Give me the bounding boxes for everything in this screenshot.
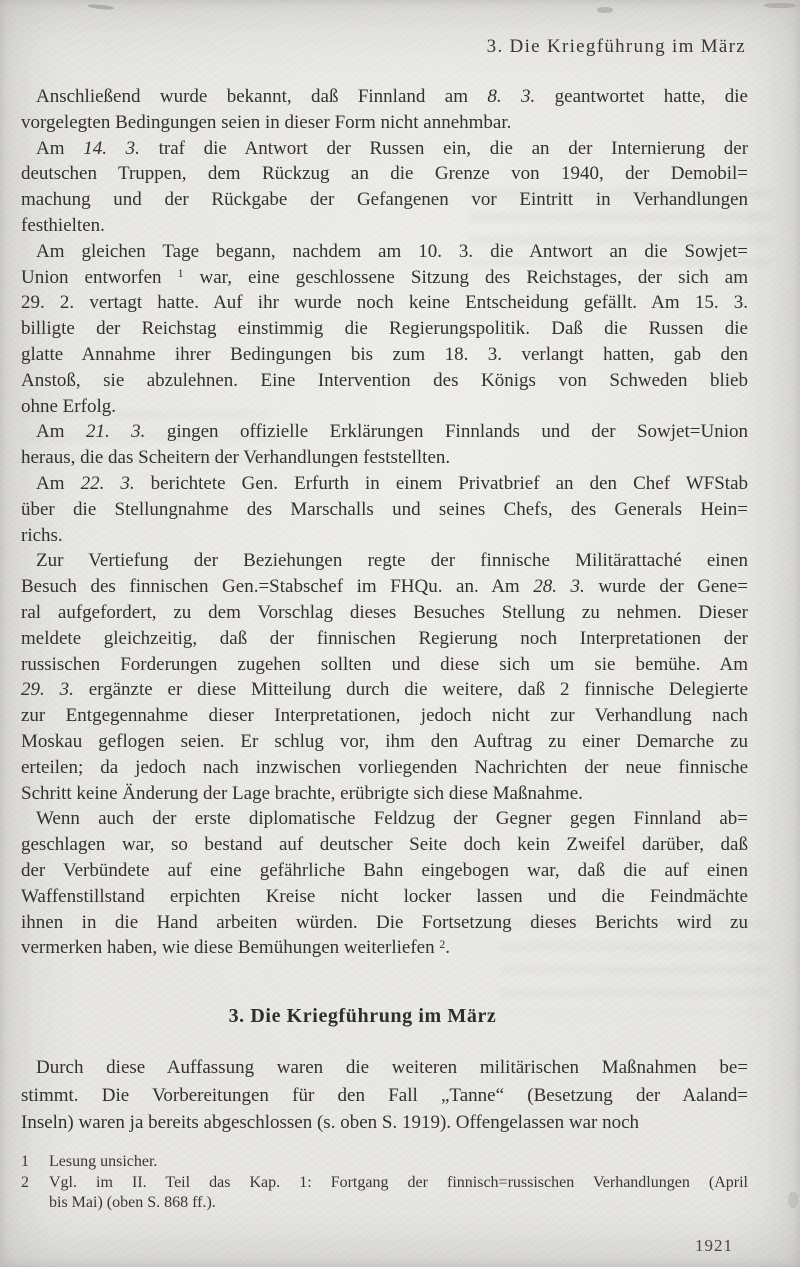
text-line: Schritt keine Änderung der Lage brachte, erübrigte sich diese Maßnahme. [21, 782, 583, 804]
section-heading: 3. Die Kriegführung im März [228, 1005, 497, 1027]
text-line: der Verbündete auf eine gefährliche Bahn eingebogen war, daß die auf einen [21, 859, 748, 881]
text-line: russischen Forderungen zugehen sollten und diese sich um sie bemühe. Am [21, 653, 748, 675]
footnote-text [49, 1173, 748, 1214]
running-header: 3. Die Kriegführung im März [486, 36, 746, 57]
main-text-block [21, 84, 748, 961]
paragraph [21, 471, 748, 548]
text-line: Am 21. 3. gingen offizielle Erklärungen Finnlands und der Sowjet=Union [36, 421, 748, 443]
page-number: 1921 [695, 1236, 733, 1255]
text-line: vermerken haben, wie diese Bemühungen weiterliefen $^2$. [21, 937, 451, 959]
text-line: ohne Erfolg. [21, 395, 116, 417]
text-line: erteilen; da jedoch nach inzwischen vorliegenden Nachrichten der neue finnische [21, 756, 748, 778]
paragraph [21, 136, 748, 239]
footnote-marker: 1 [21, 1153, 29, 1170]
text-line: Union entworfen $^1$ war, eine geschlossene Sitzung des Reichstages, der sich am [21, 266, 748, 288]
text-line: Anschließend wurde bekannt, daß Finnland am 8. 3. geantwortet hatte, die [36, 86, 748, 107]
text-line: ihnen in die Hand arbeiten würden. Die Fortsetzung dieses Berichts wird zu [21, 911, 748, 933]
scan-speck [788, 1192, 798, 1208]
footnote-line: Vgl. im II. Teil das Kap. 1: Fortgang der finnisch=russischen Verhandlungen (April [49, 1173, 748, 1191]
text-line: Moskau geflogen seien. Er schlug vor, ihm den Auftrag zu einer Demarche zu [21, 730, 748, 752]
text-line: zur Entgegennahme dieser Interpretationen, jedoch nicht zur Verhandlung nach [21, 705, 748, 727]
paragraph [21, 239, 748, 420]
text-line: Am gleichen Tage begann, nachdem am 10. 3. die Antwort an die Sowjet= [36, 240, 748, 262]
text-line: meldete gleichzeitig, daß der finnischen Regierung noch Interpretationen der [21, 627, 748, 649]
footnote-marker: 2 [21, 1173, 29, 1191]
text-line: Wenn auch der erste diplomatische Feldzug der Gegner gegen Finnland ab= [36, 808, 748, 830]
text-line: richs. [21, 524, 63, 546]
text-line: geschlagen war, so bestand auf deutscher Seite doch kein Zweifel darüber, daß [21, 834, 748, 856]
text-line: deutschen Truppen, dem Rückzug an die Grenze von 1940, der Demobil= [21, 163, 748, 185]
text-line: machung und der Rückgabe der Gefangenen vor Eintritt in Verhandlungen [21, 189, 748, 211]
text-line: Waffenstillstand erpichten Kreise nicht locker lassen und die Feindmächte [21, 885, 748, 907]
footnote [21, 1152, 748, 1173]
text-line: stimmt. Die Vorbereitungen für den Fall „Tanne“ (Besetzung der Aaland= [21, 1084, 748, 1106]
text-line: 29. 3. ergänzte er diese Mitteilung durch die weitere, daß 2 finnische Delegierte [21, 679, 749, 701]
text-line: Am 22. 3. berichtete Gen. Erfurth in einem Privatbrief an den Chef WFStab [36, 472, 749, 494]
scan-speck [764, 3, 796, 8]
footnote-line: bis Mai) (oben S. 868 ff.). [49, 1194, 216, 1211]
scan-speck [88, 4, 114, 11]
text-line: über die Stellungnahme des Marschalls und seines Chefs, des Generals Hein= [21, 498, 748, 520]
text-line: Durch diese Auffassung waren die weiteren militärischen Maßnahmen be= [36, 1057, 748, 1078]
text-line: ral aufgefordert, zu dem Vorschlag dieses Besuches Stellung zu nehmen. Dieser [21, 601, 748, 623]
text-line: Inseln) waren ja bereits abgeschlossen (s. oben S. 1919). Offengelassen war noch [21, 1112, 640, 1133]
text-line: vorgelegten Bedingungen seien in dieser Form nicht annehmbar. [21, 111, 512, 133]
text-line: heraus, die das Scheitern der Verhandlungen feststellten. [21, 447, 451, 469]
paragraph [21, 548, 748, 806]
scan-speck [597, 7, 613, 13]
footnote [21, 1173, 748, 1214]
text-line: Zur Vertiefung der Beziehungen regte der finnische Militärattaché einen [36, 550, 748, 572]
paragraph [21, 806, 748, 961]
text-line: Anstoß, sie abzulehnen. Eine Intervention des Königs von Schweden blieb [21, 369, 748, 391]
paragraph [21, 84, 748, 136]
text-line: 29. 2. vertagt hatte. Auf ihr wurde noch keine Entscheidung gefällt. Am 15. 3. [21, 292, 748, 314]
footnote-line: Lesung unsicher. [49, 1153, 158, 1170]
section-text-block [21, 1054, 748, 1137]
footnotes-block [21, 1152, 748, 1214]
text-line: billigte der Reichstag einstimmig die Regierungspolitik. Daß die Russen die [21, 318, 748, 340]
footnote-text [49, 1152, 748, 1173]
text-line: festhielten. [21, 214, 105, 236]
text-line: Besuch des finnischen Gen.=Stabschef im FHQu. an. Am 28. 3. wurde der Gene= [21, 576, 749, 598]
text-line: glatte Annahme ihrer Bedingungen bis zum 18. 3. verlangt hatten, gab den [21, 343, 748, 365]
paragraph [21, 419, 748, 471]
paragraph [21, 1054, 748, 1137]
text-line: Am 14. 3. traf die Antwort der Russen ein, die an der Internierung der [36, 137, 749, 159]
